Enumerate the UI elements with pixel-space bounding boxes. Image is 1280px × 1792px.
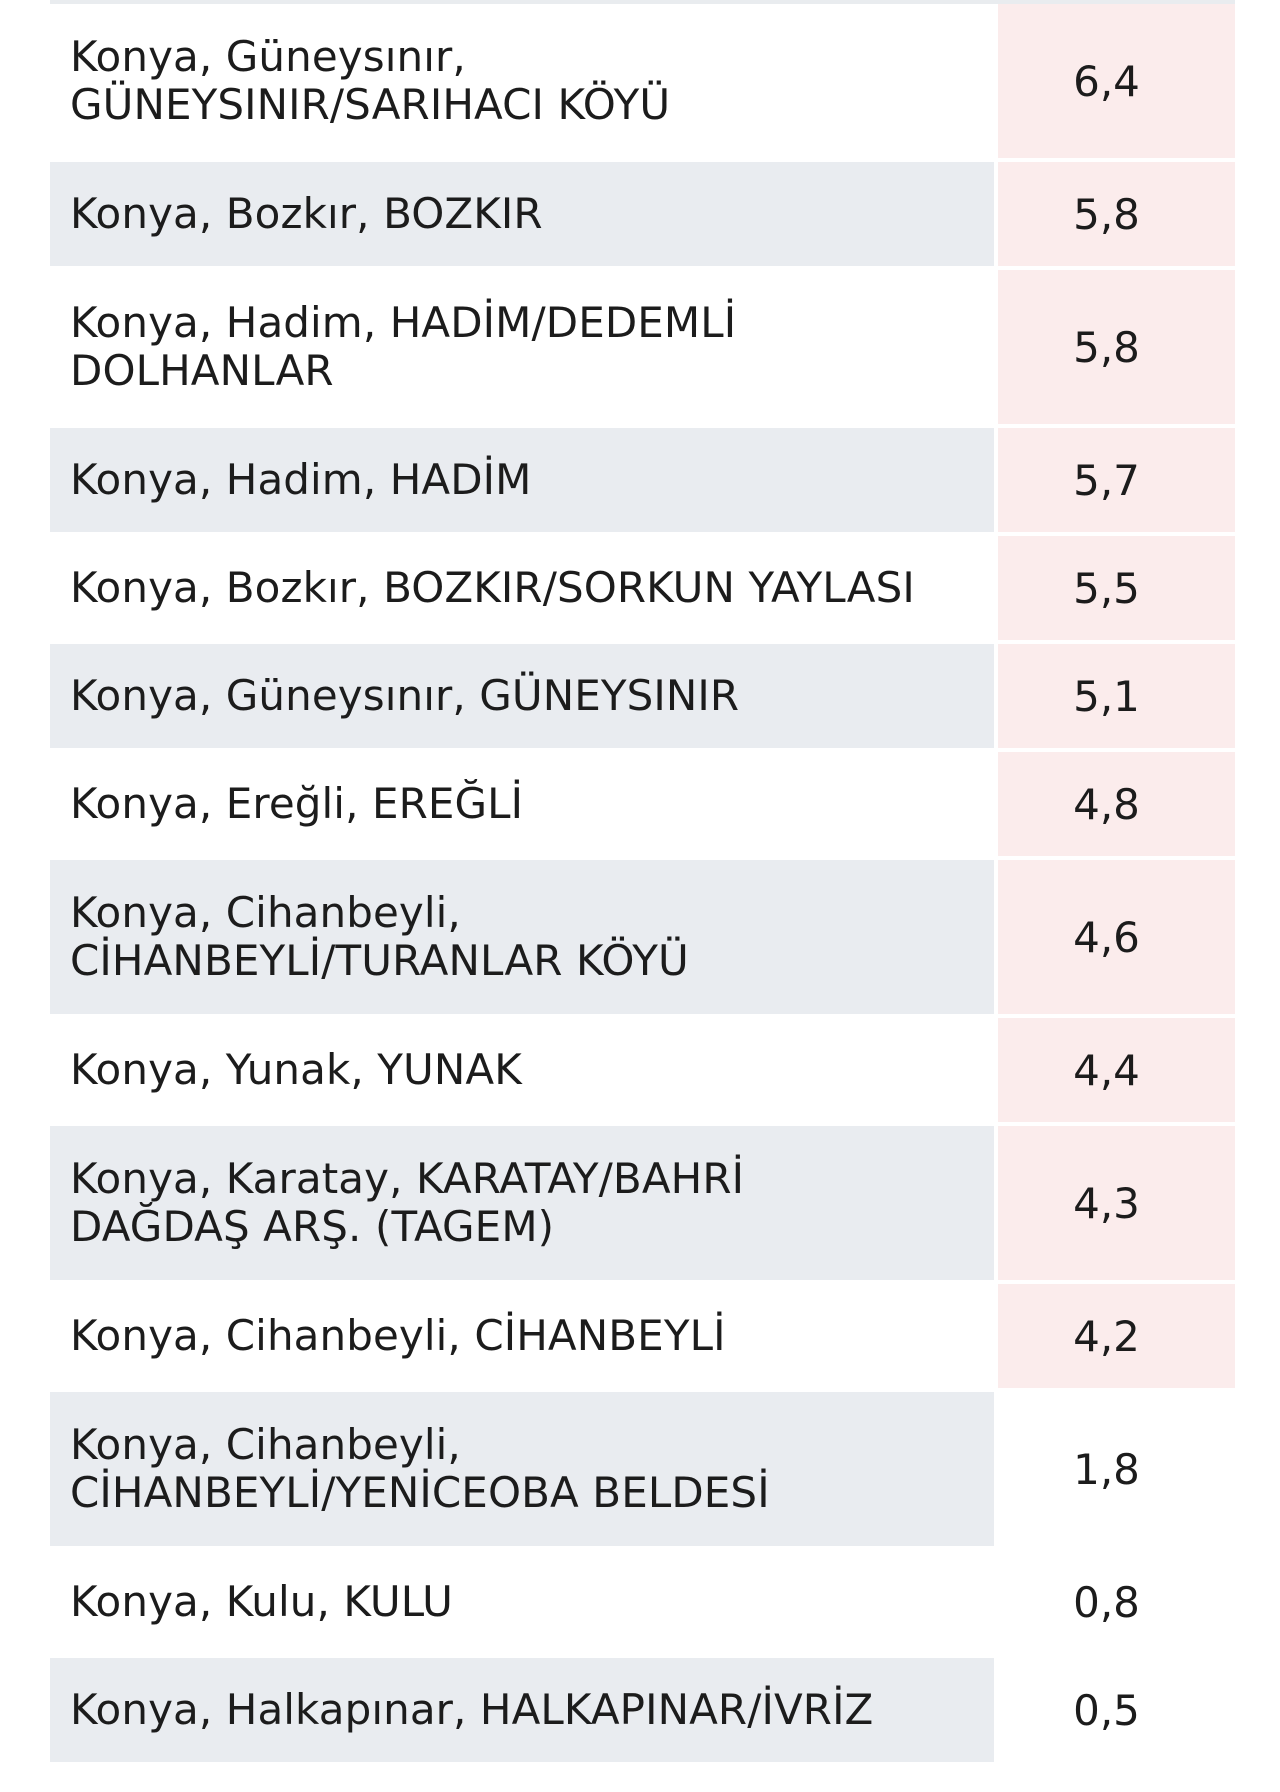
location-text: Konya, Cihanbeyli, CİHANBEYLİ [70, 1311, 726, 1360]
location-text: Konya, Cihanbeyli, CİHANBEYLİ/TURANLAR KÖYÜ [70, 888, 689, 985]
value-cell [998, 162, 1235, 266]
table-row [50, 1550, 1235, 1654]
location-cell [50, 644, 994, 748]
location-cell [50, 536, 994, 640]
location-cell [50, 1392, 994, 1546]
location-text: Konya, Halkapınar, HALKAPINAR/İVRİZ [70, 1685, 874, 1734]
table-row [50, 860, 1235, 1014]
location-cell [50, 428, 994, 532]
table-row [50, 1658, 1235, 1762]
location-text: Konya, Karatay, KARATAY/BAHRİ DAĞDAŞ ARŞ. (TAGEM) [70, 1154, 745, 1251]
table-row [50, 1018, 1235, 1122]
location-text: Konya, Bozkır, BOZKIR [70, 189, 543, 238]
table-row [50, 536, 1235, 640]
value-text: 5,8 [1073, 189, 1140, 239]
location-text: Konya, Güneysınır, GÜNEYSINIR/SARIHACI KÖYÜ [70, 32, 671, 129]
value-text: 1,8 [1073, 1444, 1140, 1494]
value-text: 4,6 [1073, 912, 1140, 962]
table-row [50, 4, 1235, 158]
value-cell [998, 1550, 1235, 1654]
value-cell [998, 428, 1235, 532]
value-cell [998, 644, 1235, 748]
value-text: 5,1 [1073, 671, 1140, 721]
location-text: Konya, Ereğli, EREĞLİ [70, 779, 524, 828]
value-text: 4,3 [1073, 1178, 1140, 1228]
value-cell [998, 1284, 1235, 1388]
value-text: 5,7 [1073, 455, 1140, 505]
location-cell [50, 1284, 994, 1388]
location-text: Konya, Hadim, HADİM [70, 455, 532, 504]
location-cell [50, 4, 994, 158]
location-cell [50, 860, 994, 1014]
value-cell [998, 1392, 1235, 1546]
location-cell [50, 1126, 994, 1280]
table-row [50, 1392, 1235, 1546]
value-text: 4,4 [1073, 1045, 1140, 1095]
value-cell [998, 536, 1235, 640]
table-row [50, 752, 1235, 856]
table-row [50, 270, 1235, 424]
value-text: 5,8 [1073, 322, 1140, 372]
table-row [50, 428, 1235, 532]
value-cell [998, 1126, 1235, 1280]
value-cell [998, 752, 1235, 856]
value-cell [998, 4, 1235, 158]
table-row [50, 1126, 1235, 1280]
table-row [50, 644, 1235, 748]
location-cell [50, 1018, 994, 1122]
value-text: 5,5 [1073, 563, 1140, 613]
location-cell [50, 162, 994, 266]
value-text: 0,5 [1073, 1685, 1140, 1735]
location-text: Konya, Yunak, YUNAK [70, 1045, 522, 1094]
location-text: Konya, Hadim, HADİM/DEDEMLİ DOLHANLAR [70, 298, 737, 395]
location-text: Konya, Cihanbeyli, CİHANBEYLİ/YENİCEOBA BELDESİ [70, 1420, 770, 1517]
value-cell [998, 270, 1235, 424]
table-row [50, 1284, 1235, 1388]
location-cell [50, 1658, 994, 1762]
location-text: Konya, Güneysınır, GÜNEYSINIR [70, 671, 740, 720]
location-text: Konya, Bozkır, BOZKIR/SORKUN YAYLASI [70, 563, 915, 612]
value-text: 6,4 [1073, 56, 1140, 106]
value-text: 4,8 [1073, 779, 1140, 829]
value-cell [998, 860, 1235, 1014]
location-cell [50, 752, 994, 856]
table-row [50, 162, 1235, 266]
value-cell [998, 1658, 1235, 1762]
location-cell [50, 1550, 994, 1654]
value-cell [998, 1018, 1235, 1122]
location-cell [50, 270, 994, 424]
location-text: Konya, Kulu, KULU [70, 1577, 454, 1626]
value-text: 0,8 [1073, 1577, 1140, 1627]
value-text: 4,2 [1073, 1311, 1140, 1361]
